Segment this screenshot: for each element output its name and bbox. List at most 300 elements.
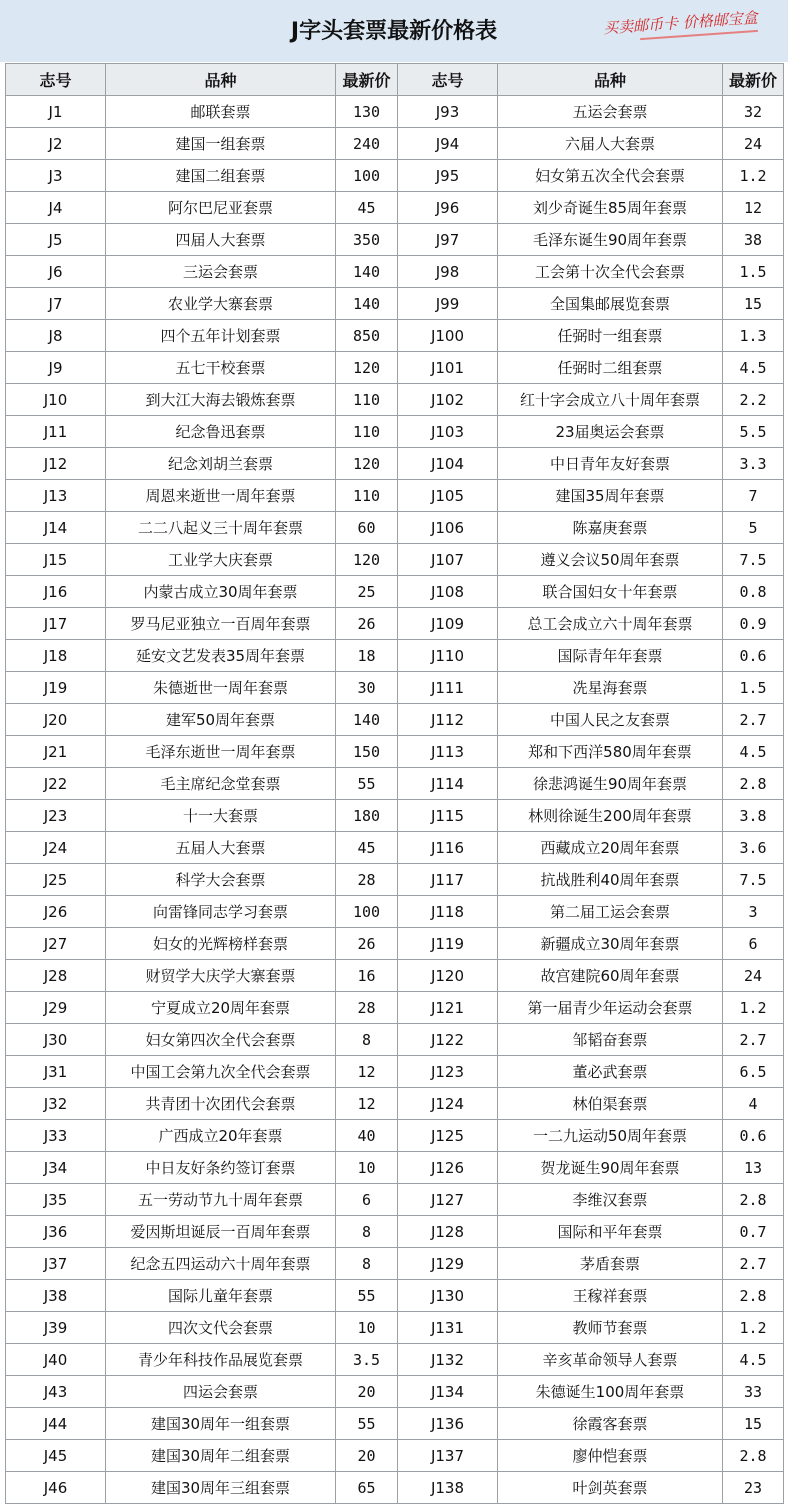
cell-name-1: 毛主席纪念堂套票 xyxy=(106,768,336,800)
cell-price-2: 2.2 xyxy=(723,384,784,416)
cell-name-1: 青少年科技作品展览套票 xyxy=(106,1344,336,1376)
cell-price-2: 6.5 xyxy=(723,1056,784,1088)
cell-name-2: 23届奥运会套票 xyxy=(498,416,723,448)
cell-code-1: J23 xyxy=(6,800,106,832)
table-row xyxy=(6,480,784,512)
cell-price-1: 55 xyxy=(336,1280,398,1312)
table-row xyxy=(6,256,784,288)
cell-price-2: 7.5 xyxy=(723,864,784,896)
cell-price-2: 33 xyxy=(723,1376,784,1408)
cell-name-1: 建国30周年三组套票 xyxy=(106,1472,336,1504)
table-header-row xyxy=(6,64,784,96)
cell-name-2: 总工会成立六十周年套票 xyxy=(498,608,723,640)
cell-code-1: J34 xyxy=(6,1152,106,1184)
cell-code-2: J95 xyxy=(398,160,498,192)
cell-code-2: J105 xyxy=(398,480,498,512)
cell-name-1: 纪念五四运动六十周年套票 xyxy=(106,1248,336,1280)
cell-price-1: 55 xyxy=(336,768,398,800)
cell-price-2: 7.5 xyxy=(723,544,784,576)
cell-price-2: 0.6 xyxy=(723,640,784,672)
table-row xyxy=(6,896,784,928)
cell-code-1: J36 xyxy=(6,1216,106,1248)
cell-price-1: 180 xyxy=(336,800,398,832)
cell-name-2: 辛亥革命领导人套票 xyxy=(498,1344,723,1376)
cell-code-2: J101 xyxy=(398,352,498,384)
cell-name-2: 一二九运动50周年套票 xyxy=(498,1120,723,1152)
table-row xyxy=(6,192,784,224)
cell-name-2: 毛泽东诞生90周年套票 xyxy=(498,224,723,256)
cell-price-2: 3.6 xyxy=(723,832,784,864)
cell-name-1: 爱因斯坦诞辰一百周年套票 xyxy=(106,1216,336,1248)
cell-code-2: J122 xyxy=(398,1024,498,1056)
cell-name-2: 工会第十次全代会套票 xyxy=(498,256,723,288)
table-row xyxy=(6,1152,784,1184)
cell-price-2: 2.7 xyxy=(723,704,784,736)
table-row xyxy=(6,512,784,544)
cell-code-2: J104 xyxy=(398,448,498,480)
cell-code-2: J107 xyxy=(398,544,498,576)
table-row xyxy=(6,1280,784,1312)
table-body xyxy=(6,96,784,1504)
cell-code-2: J131 xyxy=(398,1312,498,1344)
cell-price-2: 0.7 xyxy=(723,1216,784,1248)
cell-code-2: J137 xyxy=(398,1440,498,1472)
cell-code-2: J124 xyxy=(398,1088,498,1120)
table-row xyxy=(6,352,784,384)
cell-name-2: 徐霞客套票 xyxy=(498,1408,723,1440)
cell-name-1: 财贸学大庆学大寨套票 xyxy=(106,960,336,992)
cell-name-2: 任弼时二组套票 xyxy=(498,352,723,384)
table-row xyxy=(6,992,784,1024)
cell-name-2: 建国35周年套票 xyxy=(498,480,723,512)
cell-code-1: J27 xyxy=(6,928,106,960)
table-row xyxy=(6,1024,784,1056)
table-row xyxy=(6,1088,784,1120)
cell-code-2: J115 xyxy=(398,800,498,832)
cell-name-1: 妇女的光辉榜样套票 xyxy=(106,928,336,960)
watermark: 买卖邮币卡 价格邮宝盒 xyxy=(602,8,759,38)
table-row xyxy=(6,736,784,768)
cell-code-2: J103 xyxy=(398,416,498,448)
cell-name-1: 广西成立20年套票 xyxy=(106,1120,336,1152)
cell-code-1: J25 xyxy=(6,864,106,896)
cell-price-1: 110 xyxy=(336,384,398,416)
table-row xyxy=(6,576,784,608)
cell-price-2: 12 xyxy=(723,192,784,224)
table-row xyxy=(6,160,784,192)
cell-code-2: J134 xyxy=(398,1376,498,1408)
cell-price-1: 65 xyxy=(336,1472,398,1504)
cell-price-1: 40 xyxy=(336,1120,398,1152)
cell-name-1: 延安文艺发表35周年套票 xyxy=(106,640,336,672)
cell-code-2: J99 xyxy=(398,288,498,320)
cell-price-2: 13 xyxy=(723,1152,784,1184)
cell-code-2: J93 xyxy=(398,96,498,128)
header-code-1: 志号 xyxy=(6,64,106,96)
cell-price-1: 10 xyxy=(336,1312,398,1344)
cell-price-2: 4.5 xyxy=(723,736,784,768)
cell-code-2: J136 xyxy=(398,1408,498,1440)
cell-code-2: J97 xyxy=(398,224,498,256)
cell-price-1: 8 xyxy=(336,1216,398,1248)
cell-code-1: J29 xyxy=(6,992,106,1024)
cell-code-1: J43 xyxy=(6,1376,106,1408)
cell-price-1: 12 xyxy=(336,1088,398,1120)
table-row xyxy=(6,1472,784,1504)
cell-code-1: J35 xyxy=(6,1184,106,1216)
cell-name-2: 冼星海套票 xyxy=(498,672,723,704)
cell-code-1: J2 xyxy=(6,128,106,160)
cell-price-2: 32 xyxy=(723,96,784,128)
cell-price-2: 2.7 xyxy=(723,1024,784,1056)
table-row xyxy=(6,928,784,960)
table-row xyxy=(6,416,784,448)
cell-code-2: J117 xyxy=(398,864,498,896)
cell-code-1: J46 xyxy=(6,1472,106,1504)
table-row xyxy=(6,704,784,736)
cell-price-1: 120 xyxy=(336,544,398,576)
cell-code-2: J118 xyxy=(398,896,498,928)
cell-price-1: 10 xyxy=(336,1152,398,1184)
header-name-2: 品种 xyxy=(498,64,723,96)
cell-name-1: 邮联套票 xyxy=(106,96,336,128)
cell-name-1: 工业学大庆套票 xyxy=(106,544,336,576)
cell-name-2: 李维汉套票 xyxy=(498,1184,723,1216)
cell-code-1: J14 xyxy=(6,512,106,544)
cell-price-1: 110 xyxy=(336,480,398,512)
cell-name-1: 农业学大寨套票 xyxy=(106,288,336,320)
cell-code-1: J19 xyxy=(6,672,106,704)
cell-name-2: 贺龙诞生90周年套票 xyxy=(498,1152,723,1184)
cell-code-2: J114 xyxy=(398,768,498,800)
cell-price-2: 15 xyxy=(723,288,784,320)
cell-name-2: 第一届青少年运动会套票 xyxy=(498,992,723,1024)
cell-price-1: 140 xyxy=(336,288,398,320)
cell-name-2: 中国人民之友套票 xyxy=(498,704,723,736)
cell-name-2: 五运会套票 xyxy=(498,96,723,128)
cell-price-1: 55 xyxy=(336,1408,398,1440)
table-row xyxy=(6,384,784,416)
cell-code-2: J128 xyxy=(398,1216,498,1248)
table-row xyxy=(6,1408,784,1440)
cell-name-1: 四个五年计划套票 xyxy=(106,320,336,352)
cell-code-1: J44 xyxy=(6,1408,106,1440)
cell-price-2: 1.5 xyxy=(723,672,784,704)
cell-name-1: 到大江大海去锻炼套票 xyxy=(106,384,336,416)
cell-price-1: 45 xyxy=(336,192,398,224)
table-row xyxy=(6,96,784,128)
cell-name-1: 共青团十次团代会套票 xyxy=(106,1088,336,1120)
cell-price-1: 26 xyxy=(336,608,398,640)
cell-name-2: 中日青年友好套票 xyxy=(498,448,723,480)
table-row xyxy=(6,1344,784,1376)
cell-code-2: J96 xyxy=(398,192,498,224)
table-row xyxy=(6,1440,784,1472)
cell-price-2: 0.8 xyxy=(723,576,784,608)
table-row xyxy=(6,608,784,640)
cell-code-1: J26 xyxy=(6,896,106,928)
table-row xyxy=(6,544,784,576)
cell-name-1: 中国工会第九次全代会套票 xyxy=(106,1056,336,1088)
cell-price-1: 100 xyxy=(336,896,398,928)
cell-name-2: 茅盾套票 xyxy=(498,1248,723,1280)
cell-code-2: J120 xyxy=(398,960,498,992)
cell-code-2: J112 xyxy=(398,704,498,736)
cell-name-2: 国际青年年套票 xyxy=(498,640,723,672)
cell-code-1: J12 xyxy=(6,448,106,480)
cell-name-1: 建国二组套票 xyxy=(106,160,336,192)
cell-price-2: 5.5 xyxy=(723,416,784,448)
cell-price-2: 3.3 xyxy=(723,448,784,480)
cell-name-1: 五七干校套票 xyxy=(106,352,336,384)
cell-price-2: 2.8 xyxy=(723,768,784,800)
cell-code-2: J129 xyxy=(398,1248,498,1280)
cell-price-1: 150 xyxy=(336,736,398,768)
cell-code-1: J15 xyxy=(6,544,106,576)
table-row xyxy=(6,832,784,864)
cell-code-2: J121 xyxy=(398,992,498,1024)
cell-name-2: 红十字会成立八十周年套票 xyxy=(498,384,723,416)
table-row xyxy=(6,1376,784,1408)
cell-price-2: 0.9 xyxy=(723,608,784,640)
cell-code-2: J126 xyxy=(398,1152,498,1184)
cell-name-2: 任弼时一组套票 xyxy=(498,320,723,352)
cell-price-1: 25 xyxy=(336,576,398,608)
cell-price-1: 45 xyxy=(336,832,398,864)
cell-price-1: 240 xyxy=(336,128,398,160)
cell-price-2: 23 xyxy=(723,1472,784,1504)
cell-name-1: 宁夏成立20周年套票 xyxy=(106,992,336,1024)
price-table xyxy=(5,63,784,1504)
cell-price-2: 6 xyxy=(723,928,784,960)
cell-name-1: 二二八起义三十周年套票 xyxy=(106,512,336,544)
table-row xyxy=(6,128,784,160)
header-price-2: 最新价 xyxy=(723,64,784,96)
table-row xyxy=(6,800,784,832)
cell-code-1: J33 xyxy=(6,1120,106,1152)
cell-name-2: 故宫建院60周年套票 xyxy=(498,960,723,992)
cell-price-2: 38 xyxy=(723,224,784,256)
cell-name-1: 建国30周年二组套票 xyxy=(106,1440,336,1472)
cell-code-1: J1 xyxy=(6,96,106,128)
cell-name-1: 四届人大套票 xyxy=(106,224,336,256)
cell-name-1: 五一劳动节九十周年套票 xyxy=(106,1184,336,1216)
cell-name-1: 十一大套票 xyxy=(106,800,336,832)
cell-name-1: 五届人大套票 xyxy=(106,832,336,864)
cell-price-1: 140 xyxy=(336,256,398,288)
cell-price-1: 26 xyxy=(336,928,398,960)
cell-name-2: 林则徐诞生200周年套票 xyxy=(498,800,723,832)
cell-code-1: J17 xyxy=(6,608,106,640)
cell-code-2: J125 xyxy=(398,1120,498,1152)
cell-code-2: J113 xyxy=(398,736,498,768)
cell-price-2: 1.5 xyxy=(723,256,784,288)
cell-name-1: 科学大会套票 xyxy=(106,864,336,896)
cell-code-2: J119 xyxy=(398,928,498,960)
header-name-1: 品种 xyxy=(106,64,336,96)
cell-price-2: 4.5 xyxy=(723,1344,784,1376)
cell-price-1: 8 xyxy=(336,1024,398,1056)
cell-name-1: 内蒙古成立30周年套票 xyxy=(106,576,336,608)
cell-code-2: J132 xyxy=(398,1344,498,1376)
cell-name-2: 王稼祥套票 xyxy=(498,1280,723,1312)
cell-name-2: 叶剑英套票 xyxy=(498,1472,723,1504)
cell-price-1: 28 xyxy=(336,992,398,1024)
cell-price-1: 350 xyxy=(336,224,398,256)
table-row xyxy=(6,1056,784,1088)
cell-name-2: 邹韬奋套票 xyxy=(498,1024,723,1056)
cell-name-1: 罗马尼亚独立一百周年套票 xyxy=(106,608,336,640)
cell-name-2: 六届人大套票 xyxy=(498,128,723,160)
table-row xyxy=(6,1312,784,1344)
cell-price-2: 24 xyxy=(723,960,784,992)
cell-price-2: 24 xyxy=(723,128,784,160)
cell-code-2: J106 xyxy=(398,512,498,544)
cell-code-2: J100 xyxy=(398,320,498,352)
cell-code-1: J16 xyxy=(6,576,106,608)
cell-code-1: J8 xyxy=(6,320,106,352)
cell-code-1: J39 xyxy=(6,1312,106,1344)
cell-price-1: 120 xyxy=(336,448,398,480)
cell-price-1: 28 xyxy=(336,864,398,896)
cell-code-2: J127 xyxy=(398,1184,498,1216)
cell-name-2: 遵义会议50周年套票 xyxy=(498,544,723,576)
page-title: J字头套票最新价格表 xyxy=(290,19,498,44)
cell-price-1: 130 xyxy=(336,96,398,128)
cell-price-1: 60 xyxy=(336,512,398,544)
cell-price-1: 100 xyxy=(336,160,398,192)
cell-code-1: J24 xyxy=(6,832,106,864)
cell-code-1: J31 xyxy=(6,1056,106,1088)
cell-code-2: J130 xyxy=(398,1280,498,1312)
cell-code-1: J28 xyxy=(6,960,106,992)
cell-price-2: 0.6 xyxy=(723,1120,784,1152)
cell-code-1: J21 xyxy=(6,736,106,768)
cell-price-1: 18 xyxy=(336,640,398,672)
cell-code-1: J32 xyxy=(6,1088,106,1120)
cell-code-1: J20 xyxy=(6,704,106,736)
cell-name-1: 国际儿童年套票 xyxy=(106,1280,336,1312)
cell-price-2: 4.5 xyxy=(723,352,784,384)
cell-name-2: 教师节套票 xyxy=(498,1312,723,1344)
cell-name-1: 三运会套票 xyxy=(106,256,336,288)
cell-price-1: 20 xyxy=(336,1376,398,1408)
cell-name-2: 国际和平年套票 xyxy=(498,1216,723,1248)
cell-code-2: J123 xyxy=(398,1056,498,1088)
cell-code-1: J6 xyxy=(6,256,106,288)
cell-name-2: 抗战胜利40周年套票 xyxy=(498,864,723,896)
cell-name-2: 廖仲恺套票 xyxy=(498,1440,723,1472)
cell-code-1: J38 xyxy=(6,1280,106,1312)
cell-name-2: 西藏成立20周年套票 xyxy=(498,832,723,864)
table-row xyxy=(6,448,784,480)
cell-code-1: J37 xyxy=(6,1248,106,1280)
cell-name-1: 周恩来逝世一周年套票 xyxy=(106,480,336,512)
title-bar xyxy=(0,0,788,62)
cell-code-1: J5 xyxy=(6,224,106,256)
cell-price-2: 2.8 xyxy=(723,1280,784,1312)
cell-name-2: 徐悲鸿诞生90周年套票 xyxy=(498,768,723,800)
cell-name-1: 建国一组套票 xyxy=(106,128,336,160)
cell-name-1: 建国30周年一组套票 xyxy=(106,1408,336,1440)
cell-code-1: J3 xyxy=(6,160,106,192)
header-price-1: 最新价 xyxy=(336,64,398,96)
cell-code-2: J98 xyxy=(398,256,498,288)
cell-price-1: 110 xyxy=(336,416,398,448)
cell-code-2: J116 xyxy=(398,832,498,864)
cell-name-2: 郑和下西洋580周年套票 xyxy=(498,736,723,768)
cell-name-1: 四运会套票 xyxy=(106,1376,336,1408)
table-row xyxy=(6,320,784,352)
cell-code-1: J45 xyxy=(6,1440,106,1472)
cell-code-1: J11 xyxy=(6,416,106,448)
table-row xyxy=(6,1184,784,1216)
cell-code-2: J110 xyxy=(398,640,498,672)
cell-code-2: J102 xyxy=(398,384,498,416)
table-row xyxy=(6,224,784,256)
cell-price-1: 30 xyxy=(336,672,398,704)
table-row xyxy=(6,672,784,704)
cell-code-1: J10 xyxy=(6,384,106,416)
cell-price-2: 2.8 xyxy=(723,1440,784,1472)
cell-price-2: 3 xyxy=(723,896,784,928)
cell-code-2: J109 xyxy=(398,608,498,640)
cell-price-1: 16 xyxy=(336,960,398,992)
table-row xyxy=(6,288,784,320)
cell-price-2: 2.7 xyxy=(723,1248,784,1280)
cell-name-2: 刘少奇诞生85周年套票 xyxy=(498,192,723,224)
cell-name-2: 朱德诞生100周年套票 xyxy=(498,1376,723,1408)
cell-price-1: 12 xyxy=(336,1056,398,1088)
table-row xyxy=(6,640,784,672)
cell-price-2: 1.3 xyxy=(723,320,784,352)
cell-name-2: 联合国妇女十年套票 xyxy=(498,576,723,608)
cell-code-1: J40 xyxy=(6,1344,106,1376)
cell-name-2: 林伯渠套票 xyxy=(498,1088,723,1120)
cell-price-2: 1.2 xyxy=(723,1312,784,1344)
header-code-2: 志号 xyxy=(398,64,498,96)
cell-code-2: J111 xyxy=(398,672,498,704)
cell-name-2: 妇女第五次全代会套票 xyxy=(498,160,723,192)
cell-name-1: 纪念鲁迅套票 xyxy=(106,416,336,448)
cell-code-2: J94 xyxy=(398,128,498,160)
cell-name-1: 四次文代会套票 xyxy=(106,1312,336,1344)
cell-price-1: 20 xyxy=(336,1440,398,1472)
cell-price-2: 1.2 xyxy=(723,992,784,1024)
cell-name-1: 毛泽东逝世一周年套票 xyxy=(106,736,336,768)
cell-price-2: 15 xyxy=(723,1408,784,1440)
cell-price-1: 8 xyxy=(336,1248,398,1280)
cell-name-1: 中日友好条约签订套票 xyxy=(106,1152,336,1184)
cell-code-1: J9 xyxy=(6,352,106,384)
table-row xyxy=(6,1248,784,1280)
cell-code-1: J4 xyxy=(6,192,106,224)
cell-name-2: 陈嘉庚套票 xyxy=(498,512,723,544)
cell-name-2: 全国集邮展览套票 xyxy=(498,288,723,320)
table-row xyxy=(6,864,784,896)
cell-name-1: 妇女第四次全代会套票 xyxy=(106,1024,336,1056)
cell-name-1: 朱德逝世一周年套票 xyxy=(106,672,336,704)
cell-code-1: J22 xyxy=(6,768,106,800)
cell-price-1: 850 xyxy=(336,320,398,352)
cell-price-2: 4 xyxy=(723,1088,784,1120)
cell-name-1: 向雷锋同志学习套票 xyxy=(106,896,336,928)
cell-name-1: 阿尔巴尼亚套票 xyxy=(106,192,336,224)
cell-code-2: J138 xyxy=(398,1472,498,1504)
cell-name-1: 建军50周年套票 xyxy=(106,704,336,736)
cell-price-2: 3.8 xyxy=(723,800,784,832)
cell-code-1: J18 xyxy=(6,640,106,672)
